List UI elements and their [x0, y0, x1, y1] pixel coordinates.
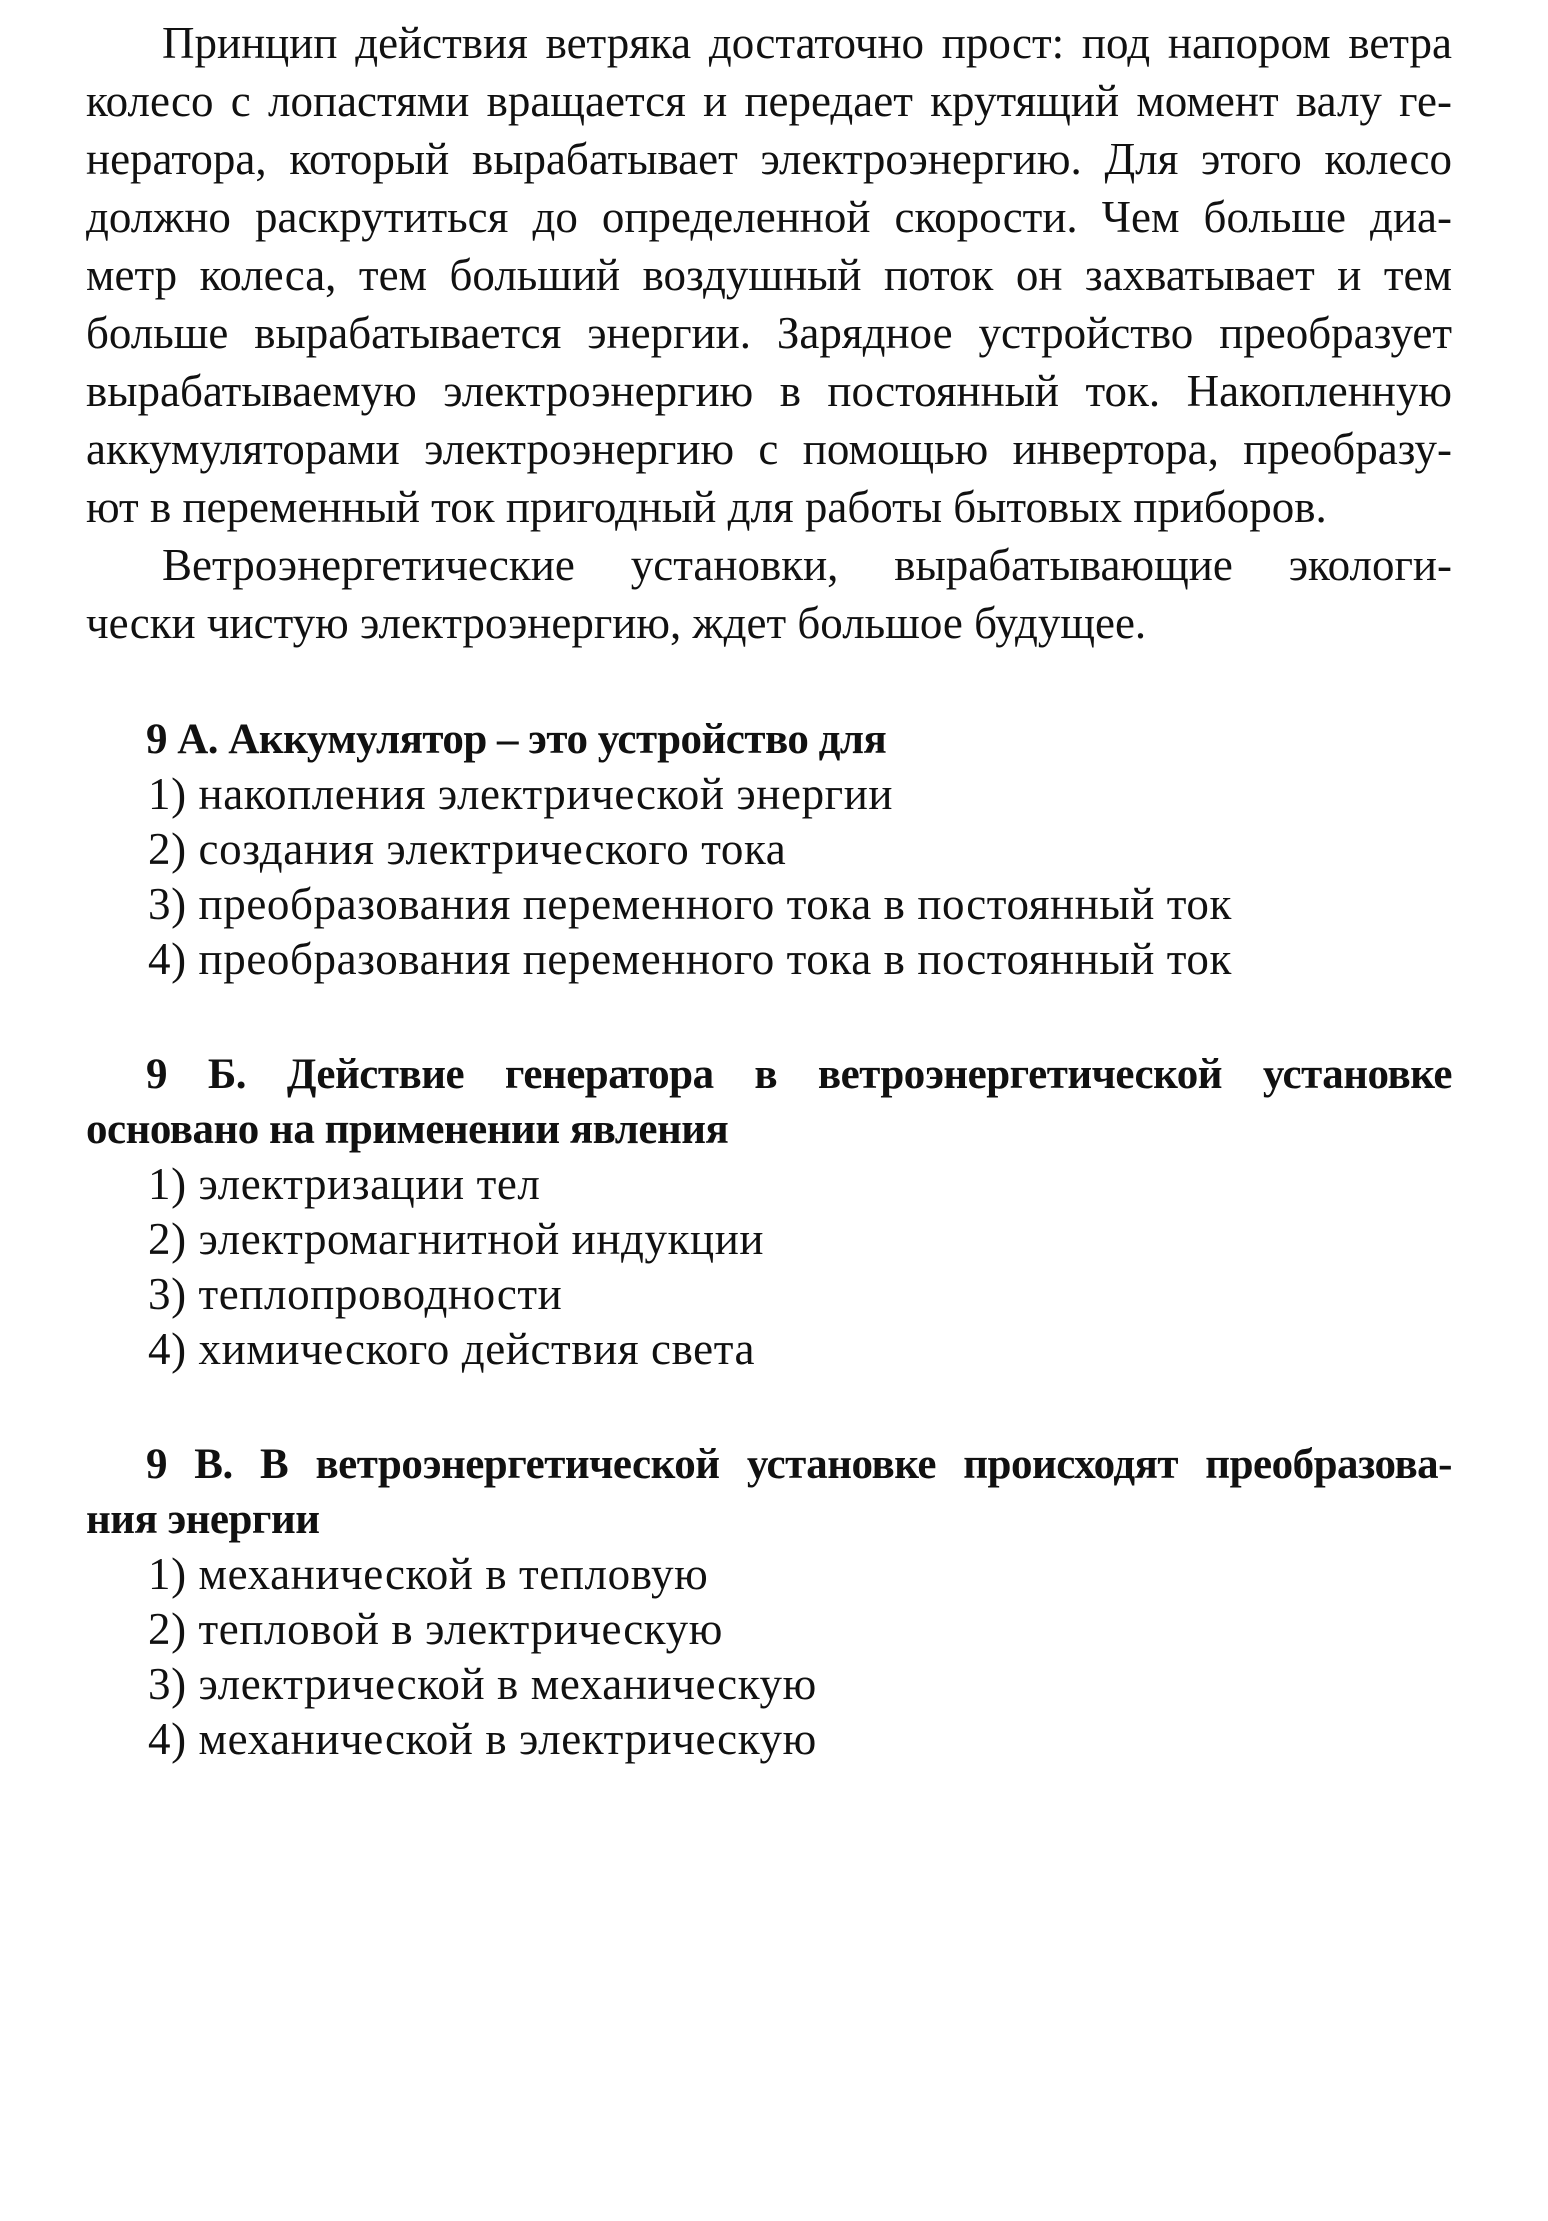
question-9v [86, 1437, 1452, 1767]
question-title [86, 1047, 1452, 1157]
text-line: нератора, который вырабатывает электроэнергию. Для этого колесо [86, 134, 1452, 184]
answer-option[interactable]: 4) механической в электрическую [148, 1714, 817, 1764]
question-title-line: ния энергии [86, 1496, 320, 1543]
question-title-line: 9 Б. Действие генератора в ветроэнергетической установке [146, 1051, 1452, 1098]
text-line: Принцип действия ветряка достаточно прост: под напором ветра [162, 18, 1452, 68]
answer-option[interactable]: 3) электрической в механическую [148, 1659, 817, 1709]
text-line: Ветроэнергетические установки, вырабатывающие экологи- [162, 540, 1452, 590]
answer-option[interactable]: 4) преобразования переменного тока в постоянный ток [148, 934, 1232, 984]
text-line: чески чистую электроэнергию, ждет большое будущее. [86, 598, 1147, 648]
answer-option[interactable]: 2) электромагнитной индукции [148, 1214, 765, 1264]
answer-option[interactable]: 1) электризации тел [148, 1159, 541, 1209]
text-line: метр колеса, тем больший воздушный поток он захватывает и тем [86, 250, 1452, 300]
question-title-line: основано на применении явления [86, 1106, 729, 1153]
question-9b [86, 1047, 1452, 1377]
paragraph-wind-future [86, 536, 1452, 652]
question-9a [86, 712, 1452, 987]
answer-option[interactable]: 2) создания электрического тока [148, 824, 787, 874]
answer-option[interactable]: 3) преобразования переменного тока в постоянный ток [148, 879, 1232, 929]
question-title-line: 9 В. В ветроэнергетической установке происходят преобразова- [146, 1441, 1452, 1488]
answer-option[interactable]: 3) теплопроводности [148, 1269, 563, 1319]
answer-options [86, 1157, 1452, 1377]
text-line: аккумуляторами электроэнергию с помощью инвертора, преобразу- [86, 424, 1452, 474]
question-title [86, 1437, 1452, 1547]
text-line: вырабатываемую электроэнергию в постоянный ток. Накопленную [86, 366, 1452, 416]
answer-option[interactable]: 1) механической в тепловую [148, 1549, 709, 1599]
text-line: должно раскрутиться до определенной скорости. Чем больше диа- [86, 192, 1452, 242]
text-line: ют в переменный ток пригодный для работы бытовых приборов. [86, 482, 1327, 532]
paragraph-wind-principle [86, 14, 1452, 536]
document-page [86, 14, 1452, 1767]
answer-option[interactable]: 4) химического действия света [148, 1324, 756, 1374]
answer-option[interactable]: 2) тепловой в электрическую [148, 1604, 723, 1654]
question-title [86, 712, 1452, 767]
answer-options [86, 767, 1452, 987]
answer-option[interactable]: 1) накопления электрической энергии [148, 769, 894, 819]
text-line: колесо с лопастями вращается и передает крутящий момент валу ге- [86, 76, 1452, 126]
text-line: больше вырабатывается энергии. Зарядное устройство преобразует [86, 308, 1452, 358]
answer-options [86, 1547, 1452, 1767]
question-title-line: 9 А. Аккумулятор – это устройство для [146, 716, 887, 763]
